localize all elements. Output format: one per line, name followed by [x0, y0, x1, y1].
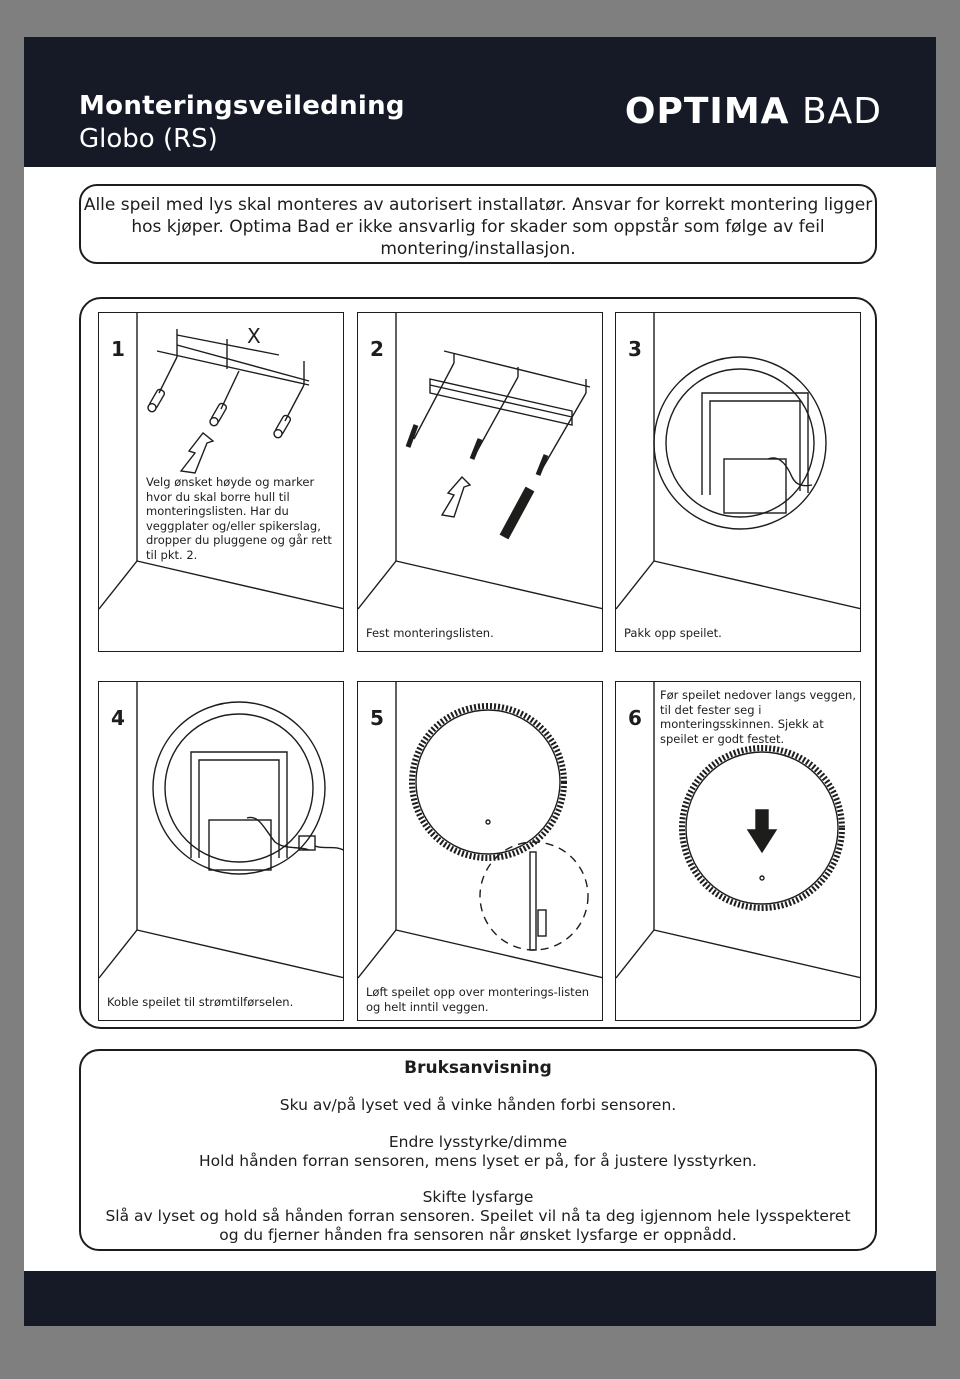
step-text: Før speilet nedover langs veggen, til det fester seg i monteringsskinnen. Sjekk at speilet er godt festet.	[660, 688, 856, 746]
brand-logo-bold: OPTIMA	[624, 91, 790, 132]
wall-plug-icon	[147, 388, 166, 413]
rail-profile	[538, 910, 546, 936]
wall-plug-icon	[209, 402, 228, 427]
usage-heading-dim: Endre lysstyrke/dimme	[388, 1133, 568, 1151]
screwdriver-icon	[504, 489, 530, 537]
step-number: 4	[111, 706, 125, 730]
step-panel-6	[615, 681, 861, 1021]
step-text: Pakk opp speilet.	[624, 626, 722, 640]
step-number: 1	[111, 337, 125, 361]
step-text: Fest monteringslisten.	[366, 626, 494, 640]
step-2-illustration	[358, 313, 603, 652]
page-title: Monteringsveiledning	[79, 91, 405, 121]
steps-container	[79, 297, 877, 1029]
header-bar	[24, 37, 936, 167]
sensor-icon	[486, 820, 490, 824]
step-3-illustration	[616, 313, 861, 652]
usage-text-dim: Hold hånden forran sensoren, mens lyset er på, for å justere lysstyrken.	[199, 1152, 757, 1170]
step-text: Løft speilet opp over monterings-listen og helt inntil veggen.	[366, 985, 590, 1014]
mirror-side-view	[530, 852, 536, 950]
step-number: 6	[628, 706, 642, 730]
arrow-up-icon	[181, 433, 213, 473]
step-number: 3	[628, 337, 642, 361]
step-number: 5	[370, 706, 384, 730]
mounting-rail	[430, 379, 572, 425]
instruction-sheet	[24, 37, 936, 1326]
cable	[247, 817, 309, 850]
step-text: Koble speilet til strømtilførselen.	[107, 995, 294, 1009]
brand-logo-light: BAD	[801, 91, 882, 132]
step-panel-5	[357, 681, 603, 1021]
step-panel-1	[98, 312, 344, 652]
step-panel-2	[357, 312, 603, 652]
usage-instructions	[79, 1049, 877, 1251]
arrow-down-icon	[748, 810, 776, 852]
round-mirror	[412, 706, 564, 858]
step-4-illustration	[99, 682, 344, 1021]
arrow-up-icon	[442, 477, 470, 517]
step-text: Velg ønsket høyde og marker hvor du skal borre hull til monteringslisten. Har du veggplater og/eller spikerslag, dropper du pluggene og går rett til pkt. 2.	[146, 475, 332, 562]
step-panel-3	[615, 312, 861, 652]
step-panel-4	[98, 681, 344, 1021]
dimension-label: X	[247, 324, 261, 348]
brand-logo	[625, 91, 882, 132]
usage-heading-color: Skifte lysfarge	[422, 1188, 534, 1206]
cable	[768, 458, 812, 486]
warning-notice: Alle speil med lys skal monteres av autorisert installatør. Ansvar for korrekt montering ligger hos kjøper. Optima Bad er ikke ansvarlig for skader som oppstår som følge av feil montering/installasjon.	[79, 184, 877, 264]
step-number: 2	[370, 337, 384, 361]
product-name: Globo (RS)	[79, 124, 218, 154]
detail-callout	[480, 842, 588, 950]
sensor-icon	[760, 876, 764, 880]
wall-plug-icon	[273, 414, 292, 439]
usage-line-toggle: Sku av/på lyset ved å vinke hånden forbi sensoren.	[279, 1096, 677, 1114]
usage-heading: Bruksanvisning	[404, 1058, 552, 1078]
footer-bar	[24, 1271, 936, 1326]
usage-text-color: Slå av lyset og hold så hånden forran sensoren. Speilet vil nå ta deg igjennom hele lysspekteret og du fjerner hånden fra sensoren når ønsket lysfarge er oppnådd.	[105, 1207, 851, 1244]
step-5-illustration	[358, 682, 603, 1021]
